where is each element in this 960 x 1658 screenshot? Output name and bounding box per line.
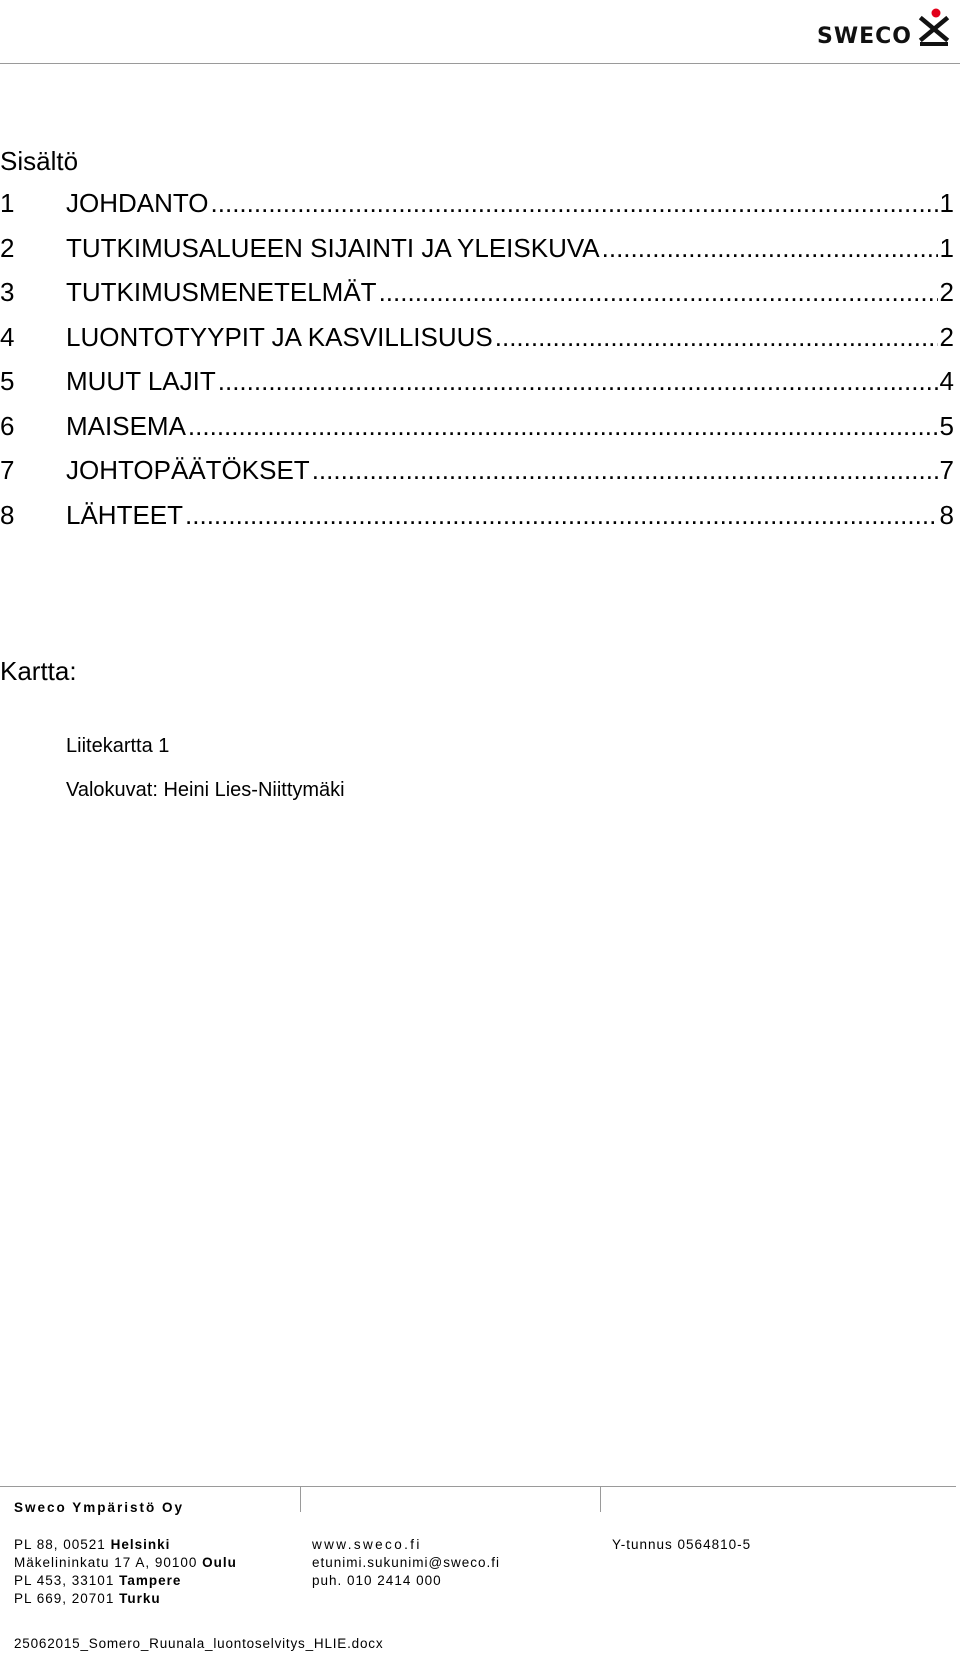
phone-number: puh. 010 2414 000 bbox=[312, 1573, 442, 1588]
toc-entry[interactable] bbox=[0, 366, 954, 411]
toc-page-number: 4 bbox=[939, 366, 954, 396]
address-text: Mäkelininkatu 17 A, 90100 bbox=[14, 1555, 203, 1570]
toc-label: TUTKIMUSALUEEN SIJAINTI JA YLEISKUVA bbox=[66, 232, 600, 263]
toc-entry[interactable] bbox=[0, 322, 954, 367]
map-list-item: Liitekartta 1 bbox=[66, 735, 170, 757]
toc-leader bbox=[188, 411, 938, 442]
contact-info bbox=[312, 1536, 500, 1590]
website-link[interactable]: www.sweco.fi bbox=[312, 1537, 422, 1552]
toc-page-number: 1 bbox=[939, 232, 954, 263]
toc-label: JOHTOPÄÄTÖKSET bbox=[66, 455, 310, 485]
office-address bbox=[14, 1572, 237, 1590]
address-text: PL 88, 00521 bbox=[14, 1537, 111, 1552]
toc-leader bbox=[218, 366, 938, 397]
toc-page-number: 1 bbox=[939, 188, 954, 218]
document-filename: 25062015_Somero_Ruunala_luontoselvitys_HLIE.docx bbox=[14, 1636, 384, 1651]
office-addresses bbox=[14, 1536, 237, 1608]
toc-number: 8 bbox=[0, 499, 15, 530]
office-address bbox=[14, 1554, 237, 1572]
toc-page-number: 7 bbox=[939, 455, 954, 485]
company-name: Sweco Ympäristö Oy bbox=[14, 1500, 185, 1515]
toc-number: 4 bbox=[0, 321, 15, 352]
photo-credit: Valokuvat: Heini Lies-Niittymäki bbox=[66, 779, 345, 801]
office-address bbox=[14, 1590, 237, 1608]
footer-column-tick bbox=[600, 1486, 601, 1512]
toc-leader bbox=[379, 277, 938, 308]
footer-divider bbox=[0, 1486, 956, 1487]
email-link[interactable]: etunimi.sukunimi@sweco.fi bbox=[312, 1555, 501, 1570]
toc-title: Sisältö bbox=[0, 146, 79, 176]
toc-label: MUUT LAJIT bbox=[66, 366, 216, 396]
maps-heading: Kartta: bbox=[0, 656, 77, 686]
toc-leader bbox=[495, 322, 938, 353]
toc-number: 5 bbox=[0, 366, 15, 396]
toc-entry[interactable] bbox=[0, 455, 954, 500]
toc-label: LUONTOTYYPIT JA KASVILLISUUS bbox=[66, 321, 493, 352]
footer-column-tick bbox=[300, 1486, 301, 1512]
business-id: Y-tunnus 0564810-5 bbox=[612, 1537, 752, 1552]
toc-leader bbox=[211, 188, 938, 219]
toc-label: JOHDANTO bbox=[66, 188, 209, 218]
toc-label: MAISEMA bbox=[66, 410, 186, 441]
toc-entry[interactable] bbox=[0, 500, 954, 545]
toc-page-number: 2 bbox=[939, 277, 954, 307]
address-text: PL 453, 33101 bbox=[14, 1573, 120, 1588]
toc-label: TUTKIMUSMENETELMÄT bbox=[66, 277, 377, 307]
office-address bbox=[14, 1536, 237, 1554]
toc-leader bbox=[312, 455, 938, 486]
address-city: Helsinki bbox=[110, 1537, 171, 1552]
toc-entry[interactable] bbox=[0, 188, 954, 233]
toc-label: LÄHTEET bbox=[66, 499, 184, 530]
toc-leader bbox=[185, 500, 938, 531]
toc-entry[interactable] bbox=[0, 233, 954, 278]
toc-entry[interactable] bbox=[0, 277, 954, 322]
toc-entry[interactable] bbox=[0, 411, 954, 456]
toc-number: 2 bbox=[0, 232, 15, 263]
toc-page-number: 2 bbox=[939, 321, 954, 352]
logo-text: SWECO bbox=[817, 24, 912, 49]
toc-leader bbox=[602, 233, 938, 264]
address-city: Oulu bbox=[202, 1555, 237, 1570]
toc-page-number: 8 bbox=[939, 499, 954, 530]
business-info bbox=[612, 1536, 751, 1554]
toc-number: 7 bbox=[0, 455, 15, 485]
address-city: Turku bbox=[119, 1591, 161, 1606]
page-header bbox=[0, 0, 960, 66]
toc-number: 6 bbox=[0, 410, 15, 441]
address-city: Tampere bbox=[119, 1573, 182, 1588]
toc-number: 1 bbox=[0, 188, 15, 218]
address-text: PL 669, 20701 bbox=[14, 1591, 120, 1606]
toc-number: 3 bbox=[0, 277, 15, 307]
table-of-contents bbox=[0, 188, 954, 544]
toc-page-number: 5 bbox=[939, 410, 954, 441]
sweco-figure-icon bbox=[916, 8, 952, 48]
sweco-logo bbox=[817, 6, 952, 48]
header-divider bbox=[0, 63, 960, 64]
